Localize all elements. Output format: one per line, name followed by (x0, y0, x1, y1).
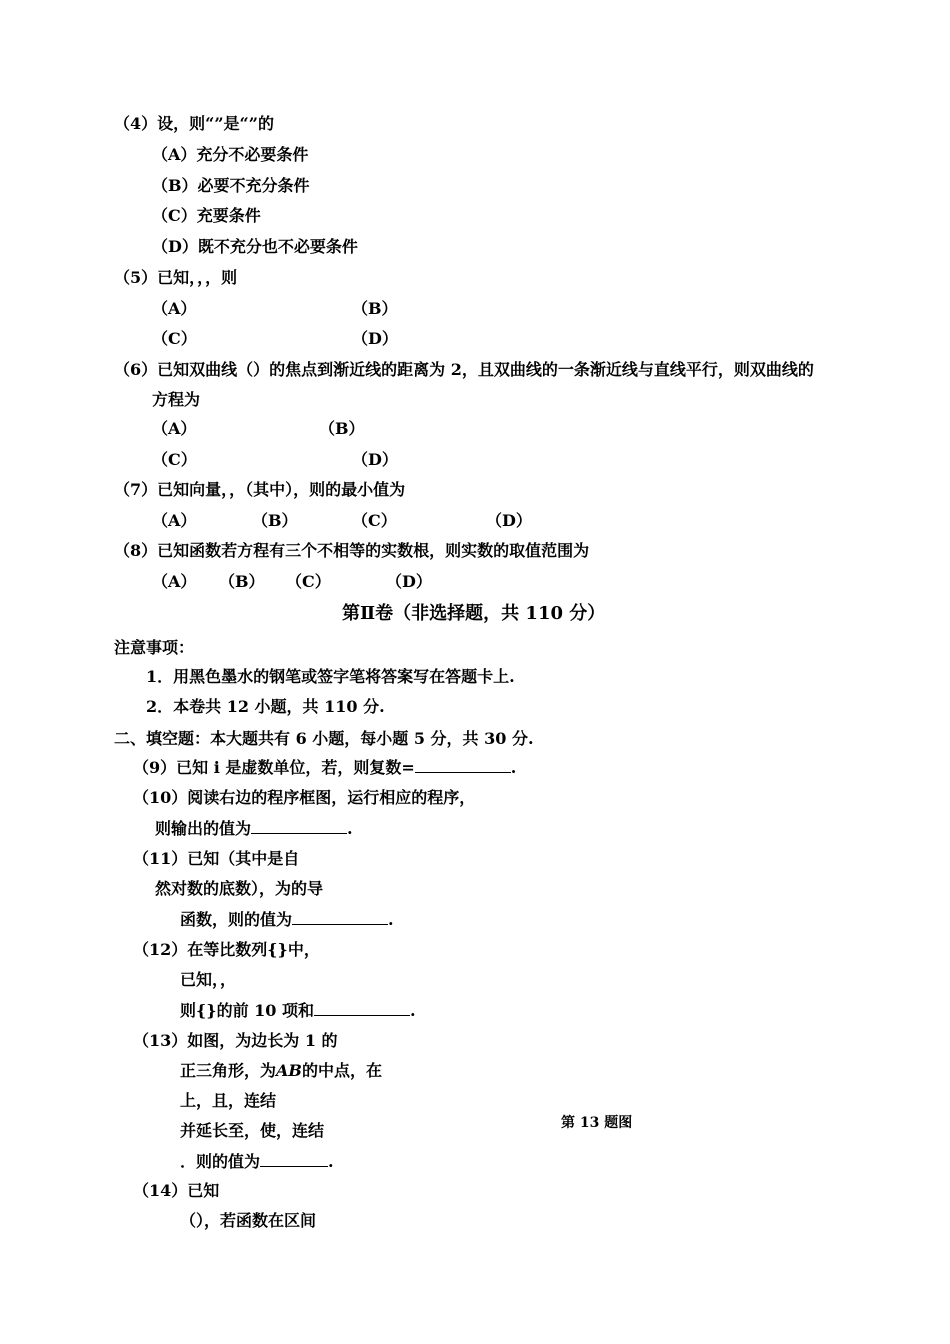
figure-caption: 第 13 题图 (561, 1115, 633, 1131)
q11-line1: （11）已知（其中是自 (133, 849, 300, 868)
q4-stem: （4）设，则“”是“”的 (114, 114, 274, 133)
period: . (410, 1001, 416, 1020)
period: . (347, 819, 353, 838)
q9-text: （9）已知 i 是虚数单位，若，则复数= (133, 758, 415, 777)
q13-line5 (180, 1151, 334, 1172)
q7-option-d: （D） (486, 511, 532, 530)
q8-option-c: （C） (286, 572, 331, 591)
fill-in-header: 二、填空题：本大题共有 6 小题，每小题 5 分，共 30 分. (114, 729, 534, 748)
section-title: 第Ⅱ卷（非选择题，共 110 分） (342, 603, 606, 624)
q6-stem-line2: 方程为 (152, 390, 201, 409)
notes-title: 注意事项： (114, 638, 195, 657)
q12-line2: 已知，， (180, 970, 237, 989)
q10-line2 (155, 818, 353, 839)
answer-blank (251, 818, 347, 834)
q5-option-d: （D） (352, 329, 398, 348)
q6-stem-line1: （6）已知双曲线（）的焦点到渐近线的距离为 2，且双曲线的一条渐近线与直线平行，则双曲线的 (114, 360, 814, 379)
q10-line1: （10）阅读右边的程序框图，运行相应的程序， (133, 788, 476, 807)
q5-stem: （5）已知，，，则 (114, 268, 238, 287)
q11-line3 (180, 909, 394, 930)
q13-line5-text: ．则的值为 (180, 1152, 261, 1171)
q8-option-b: （B） (219, 572, 265, 591)
period: . (328, 1152, 334, 1171)
q7-option-a: （A） (152, 511, 197, 530)
period: . (388, 910, 394, 929)
answer-blank (314, 1000, 410, 1016)
q8-option-d: （D） (386, 572, 432, 591)
q4-option-c: （C）充要条件 (152, 206, 261, 225)
answer-blank (415, 757, 511, 773)
q5-option-b: （B） (352, 299, 398, 318)
q6-option-a: （A） (152, 419, 197, 438)
q4-option-b: （B）必要不充分条件 (152, 176, 310, 195)
q11-line2: 然对数的底数），为的导 (155, 879, 324, 898)
q8-stem: （8）已知函数若方程有三个不相等的实数根，则实数的取值范围为 (114, 541, 590, 560)
q5-option-c: （C） (152, 329, 197, 348)
note-2: 2．本卷共 12 小题，共 110 分. (146, 697, 385, 716)
q6-option-c: （C） (152, 450, 197, 469)
q8-option-a: （A） (152, 572, 197, 591)
q14-line1: （14）已知 (133, 1181, 220, 1200)
answer-blank (260, 1151, 328, 1167)
segment-ab: AB (276, 1061, 302, 1080)
q13-line3: 上，且，连结 (180, 1091, 277, 1110)
q13-line2-pre: 正三角形，为 (180, 1061, 277, 1080)
q10-line2-text: 则输出的值为 (155, 819, 252, 838)
note-1: 1．用黑色墨水的钢笔或签字笔将答案写在答题卡上. (146, 667, 515, 686)
q12-line1: （12）在等比数列{}中， (133, 940, 320, 959)
q6-option-b: （B） (319, 419, 365, 438)
q11-line3-text: 函数，则的值为 (180, 910, 293, 929)
q13-line1: （13）如图，为边长为 1 的 (133, 1031, 338, 1050)
q9 (133, 757, 516, 778)
q5-option-a: （A） (152, 299, 197, 318)
q12-line3 (180, 1000, 416, 1021)
q13-line4: 并延长至，使，连结 (180, 1121, 325, 1140)
q4-option-d: （D）既不充分也不必要条件 (152, 237, 358, 256)
q13-line2-post: 的中点，在 (301, 1061, 382, 1080)
q14-line2: （），若函数在区间 (180, 1211, 317, 1230)
period: . (510, 758, 517, 777)
q13-line2 (180, 1061, 382, 1081)
answer-blank (292, 909, 388, 925)
q7-option-c: （C） (352, 511, 397, 530)
q7-stem: （7）已知向量，，（其中），则的最小值为 (114, 480, 406, 499)
q6-option-d: （D） (352, 450, 398, 469)
q4-option-a: （A）充分不必要条件 (152, 145, 309, 164)
q7-option-b: （B） (252, 511, 298, 530)
q12-line3-text: 则{}的前 10 项和 (180, 1001, 314, 1020)
